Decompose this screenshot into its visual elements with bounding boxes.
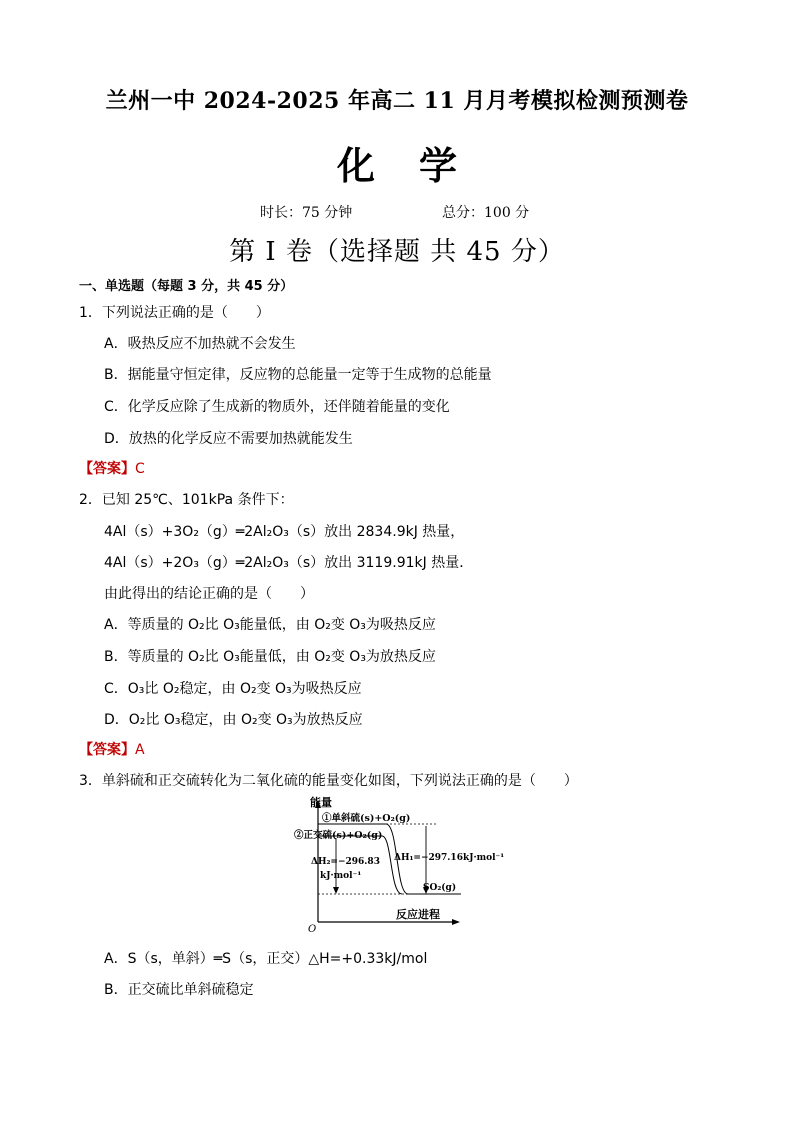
dh2-label-2: kJ·mol⁻¹ <box>320 871 362 881</box>
answer-value: C <box>135 461 145 477</box>
monoclinic-label: ①单斜硫(s)+O₂(g) <box>322 813 411 824</box>
question-2-option-b: B．等质量的 O₂比 O₃能量低，由 O₂变 O₃为放热反应 <box>104 649 436 665</box>
so2-label: SO₂(g) <box>423 883 457 893</box>
answer-value: A <box>135 742 145 758</box>
question-1-option-a: A．吸热反应不加热就不会发生 <box>104 336 296 352</box>
answer-label: 【答案】 <box>79 461 135 477</box>
dh2-arrowhead <box>333 887 339 894</box>
origin-label: O <box>308 924 317 934</box>
dh1-label: ΔH₁=−297.16kJ·mol⁻¹ <box>394 853 505 863</box>
section-title: 第 I 卷（选择题 共 45 分） <box>229 237 565 267</box>
question-2-stem: 2．已知 25℃、101kPa 条件下： <box>79 492 294 508</box>
exam-duration: 时长：75 分钟 <box>260 205 353 221</box>
question-2-answer <box>79 739 145 759</box>
total-score: 总分：100 分 <box>442 205 530 221</box>
question-2-option-c: C．O₃比 O₂稳定，由 O₂变 O₃为吸热反应 <box>104 681 362 697</box>
answer-label: 【答案】 <box>79 742 135 758</box>
question-1-option-c: C．化学反应除了生成新的物质外，还伴随着能量的变化 <box>104 399 450 415</box>
subject-title: 化学 <box>336 143 501 188</box>
orthorhombic-label: ②正交硫(s)+O₂(g) <box>294 830 383 841</box>
dh2-label-1: ΔH₂=−296.83 <box>311 857 380 867</box>
question-1-answer <box>79 458 145 478</box>
question-2-reaction-1: 4Al（s）+3O₂（g）═2Al₂O₃（s）放出 2834.9kJ 热量， <box>104 524 465 540</box>
question-2-prompt: 由此得出的结论正确的是（ ） <box>104 586 314 602</box>
x-axis-arrow <box>452 919 460 925</box>
question-2-option-d: D．O₂比 O₃稳定，由 O₂变 O₃为放热反应 <box>104 712 363 728</box>
orthorhombic-curve <box>382 836 402 894</box>
question-2-reaction-2: 4Al（s）+2O₃（g）═2Al₂O₃（s）放出 3119.91kJ 热量． <box>104 555 474 571</box>
question-3-stem: 3．单斜硫和正交硫转化为二氧化硫的能量变化如图，下列说法正确的是（ ） <box>79 773 578 789</box>
x-axis-label: 反应进程 <box>396 908 440 921</box>
part-heading: 一、单选题（每题 3 分，共 45 分） <box>79 279 294 294</box>
energy-diagram <box>286 794 516 934</box>
question-1-option-b: B．据能量守恒定律，反应物的总能量一定等于生成物的总能量 <box>104 367 492 383</box>
question-1-option-d: D．放热的化学反应不需要加热就能发生 <box>104 431 353 447</box>
exam-title: 兰州一中 2024-2025 年高二 11 月月考模拟检测预测卷 <box>105 88 689 114</box>
question-3-option-b: B．正交硫比单斜硫稳定 <box>104 982 254 998</box>
y-axis-label: 能量 <box>310 796 332 809</box>
question-1-stem: 1．下列说法正确的是（ ） <box>79 305 270 321</box>
question-3-option-a: A．S（s，单斜）═S（s，正交）△H=+0.33kJ/mol <box>104 951 428 967</box>
question-2-option-a: A．等质量的 O₂比 O₃能量低，由 O₂变 O₃为吸热反应 <box>104 617 436 633</box>
